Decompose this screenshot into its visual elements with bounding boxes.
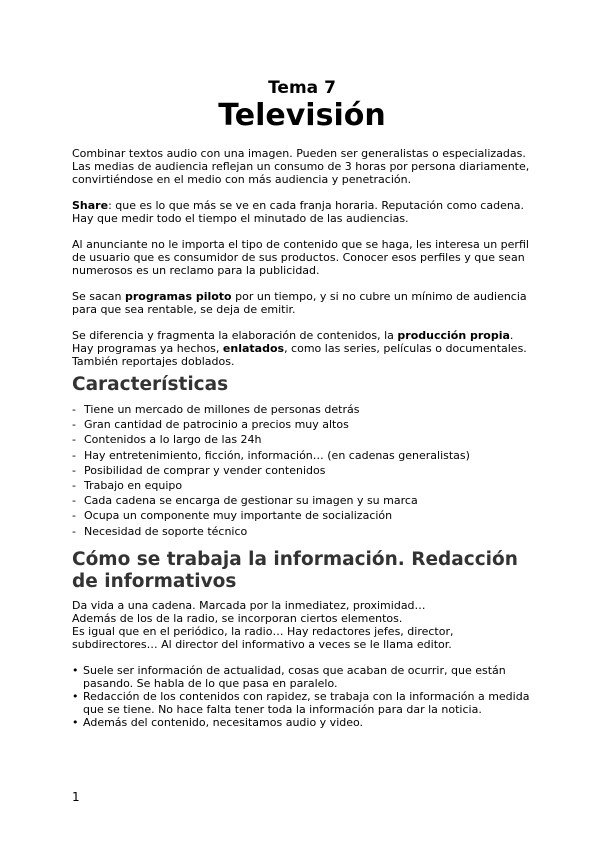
production-text-after: , como las series, películas o documentales. También reportajes doblados. — [72, 342, 527, 368]
list-item: - Cada cadena se encarga de gestionar su imagen y su marca — [72, 493, 532, 508]
list-item: - Tiene un mercado de millones de personas detrás — [72, 402, 532, 417]
list-item: - Contenidos a lo largo de las 24h — [72, 432, 532, 447]
section-heading-newsroom: Cómo se trabaja la información. Redacción de informativos — [72, 548, 518, 592]
intro-line-2: Las medias de audiencia reflejan un consumo de 3 horas por persona diariamente, convirtiéndose en el medio con más audiencia y penetración. — [72, 160, 530, 186]
page-content — [72, 78, 532, 729]
list-item: - Hay entretenimiento, ficción, información… (en cadenas generalistas) — [72, 448, 532, 463]
list-item: - Necesidad de soporte técnico — [72, 524, 532, 539]
list-item: • Además del contenido, necesitamos audio y video. — [72, 716, 532, 729]
section-heading-characteristics: Características — [72, 374, 229, 395]
share-text: : que es lo que más se ve en cada franja horaria. Reputación como cadena. Hay que medir todo el tiempo el minutado de las audiencias. — [72, 199, 525, 225]
share-term: Share — [72, 199, 109, 212]
pilot-text-before: Se sacan — [72, 290, 125, 303]
pilot-term: programas piloto — [124, 290, 232, 303]
list-item: - Trabajo en equipo — [72, 478, 532, 493]
production-text-before: Se diferencia y fragmenta la elaboración de contenidos, la — [72, 329, 398, 342]
newsroom-line-3: Es igual que en el periódico, la radio… Hay redactores jefes, director, subdirectores… Al director del informativo a veces se le llama editor. — [72, 624, 454, 651]
page-title: Televisión — [218, 98, 386, 133]
production-paragraph — [72, 329, 532, 368]
canned-term: enlatados — [222, 342, 285, 355]
list-item: • Suele ser información de actualidad, cosas que acaban de ocurrir, que están pasando. Se habla de lo que pasa en paralelo. — [72, 664, 532, 690]
share-paragraph — [72, 199, 532, 225]
list-item: - Gran cantidad de patrocinio a precios muy altos — [72, 417, 532, 432]
production-term: producción propia — [397, 329, 510, 342]
newsroom-line-2: Además de los de la radio, se incorporan ciertos elementos. — [72, 611, 403, 625]
page-number: 1 — [72, 790, 80, 804]
advertiser-paragraph: Al anunciante no le importa el tipo de contenido que se haga, les interesa un perfil de usuario que es consumidor de sus productos. Conocer esos perfiles y que sean numerosos es un reclamo para la publicidad. — [72, 238, 529, 277]
newsroom-line-1: Da vida a una cadena. Marcada por la inmediatez, proximidad… — [72, 598, 426, 612]
newsroom-bullet-list — [72, 664, 532, 729]
list-item: - Posibilidad de comprar y vender contenidos — [72, 463, 532, 478]
chapter-label: Tema 7 — [268, 78, 336, 98]
pilot-text-after: por un tiempo, y si no cubre un mínimo de audiencia para que sea rentable, se deja de emitir. — [72, 290, 527, 316]
pilot-paragraph — [72, 290, 532, 316]
production-text-mid: . Hay programas ya hechos, — [72, 329, 514, 355]
list-item: - Ocupa un componente muy importante de socialización — [72, 508, 532, 523]
intro-line-1: Combinar textos audio con una imagen. Pueden ser generalistas o especializadas. — [72, 147, 526, 160]
characteristics-list — [72, 402, 532, 539]
list-item: • Redacción de los contenidos con rapidez, se trabaja con la información a medida que se tiene. No hace falta tener toda la información para dar la noticia. — [72, 690, 532, 716]
